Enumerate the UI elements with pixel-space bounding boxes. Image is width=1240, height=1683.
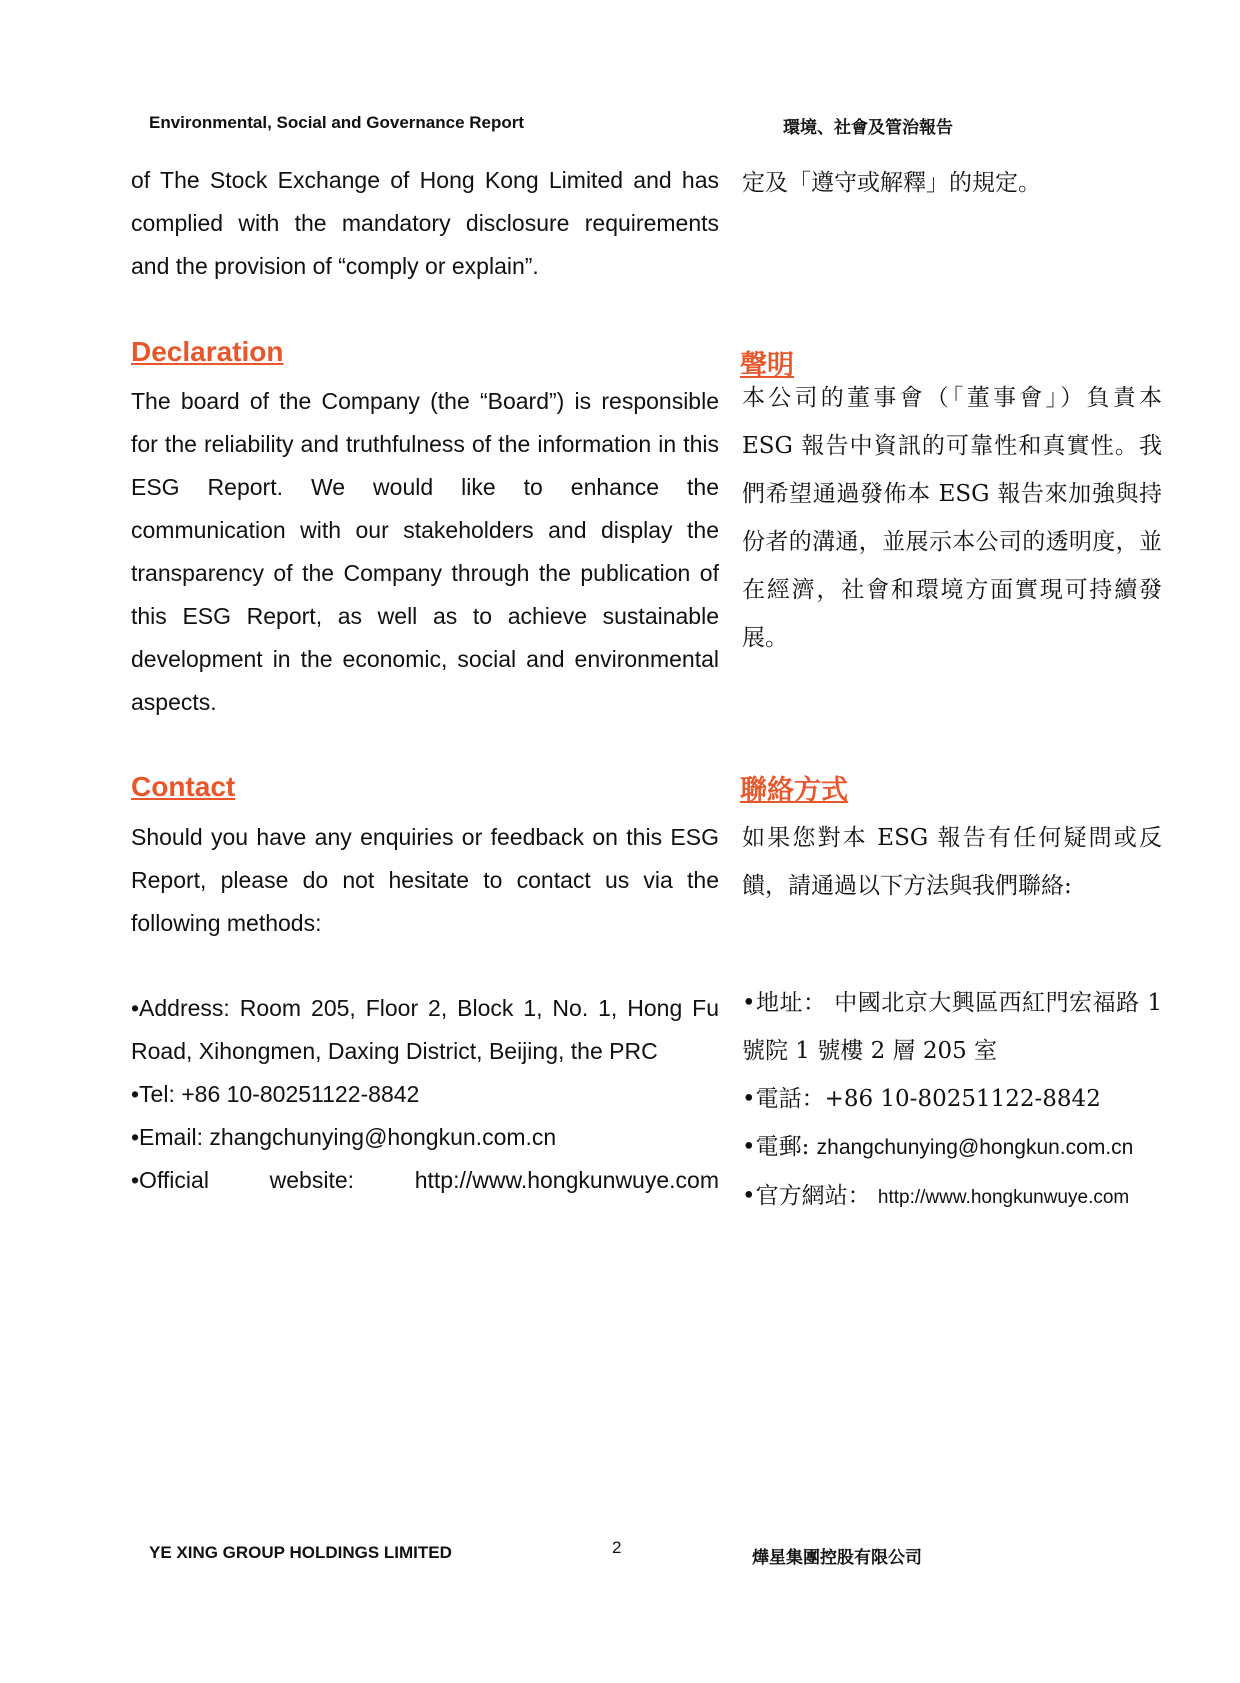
contact-list-en: [131, 987, 719, 1202]
contact-email-en[interactable]: •Email: zhangchunying@hongkun.com.cn: [131, 1124, 557, 1150]
footer-company-en: YE XING GROUP HOLDINGS LIMITED: [149, 1543, 452, 1562]
contact-website-zh: [742, 1172, 1162, 1222]
contact-paragraph-en: Should you have any enquiries or feedback on this ESG Report, please do not hesitate to contact us via the following methods:: [131, 824, 719, 936]
contact-paragraph-zh: 如果您對本 ESG 報告有任何疑問或反饋，請通過以下方法與我們聯絡:: [742, 825, 1162, 899]
contact-address-en: •Address: Room 205, Floor 2, Block 1, No. 1, Hong Fu Road, Xihongmen, Daxing District, Beijing, the PRC: [131, 995, 719, 1064]
contact-heading-en: Contact: [131, 771, 236, 802]
header-title-zh: 環境、社會及管治報告: [783, 118, 953, 137]
declaration-heading-zh: 聲明: [740, 350, 794, 381]
contact-email-label-zh: •電郵:: [742, 1134, 810, 1160]
contact-email-link-zh[interactable]: zhangchunying@hongkun.com.cn: [816, 1136, 1134, 1159]
contact-website-link-zh[interactable]: http://www.hongkunwuye.com: [877, 1187, 1130, 1208]
contact-website-link-en[interactable]: http://www.hongkunwuye.com: [414, 1167, 719, 1193]
contact-website-label-zh: •官方網站：: [742, 1183, 871, 1209]
intro-paragraph-en: of The Stock Exchange of Hong Kong Limited and has complied with the mandatory disclosure requirements and the provision of “comply or explain”.: [131, 167, 719, 279]
contact-address-zh: •地址： 中國北京大興區西紅門宏福路 1 號院 1 號樓 2 層 205 室: [742, 990, 1162, 1064]
contact-tel-zh: •電話：+86 10-80251122-8842: [742, 1086, 1101, 1112]
declaration-heading-en: Declaration: [131, 336, 284, 367]
contact-website-label-en: •Official: [131, 1167, 209, 1193]
footer-company-zh: 燁星集團控股有限公司: [752, 1548, 922, 1567]
contact-website-label2-en: website:: [269, 1167, 355, 1193]
contact-website-en: [131, 1159, 719, 1202]
header-title-en: Environmental, Social and Governance Report: [149, 113, 525, 132]
contact-heading-zh: 聯絡方式: [740, 775, 848, 806]
declaration-paragraph-zh: 本公司的董事會（「董事會」）負責本 ESG 報告中資訊的可靠性和真實性。我們希望通過發佈本 ESG 報告來加強與持份者的溝通，並展示本公司的透明度，並在經濟，社會和環境方面實現可持續發展。: [742, 385, 1162, 651]
page-number: 2: [612, 1538, 622, 1557]
contact-tel-en: •Tel: +86 10-80251122-8842: [131, 1081, 420, 1107]
intro-paragraph-zh: 定及「遵守或解釋」的規定。: [742, 170, 1041, 196]
contact-list-zh: [742, 979, 1162, 1222]
contact-email-zh: [742, 1123, 1162, 1172]
declaration-paragraph-en: The board of the Company (the “Board”) is responsible for the reliability and truthfulness of the information in this ESG Report. We would like to enhance the communication with our stakeholders and display the transparency of the Company through the publication of this ESG Report, as well as to achieve sustainable development in the economic, social and environmental aspects.: [131, 388, 719, 715]
